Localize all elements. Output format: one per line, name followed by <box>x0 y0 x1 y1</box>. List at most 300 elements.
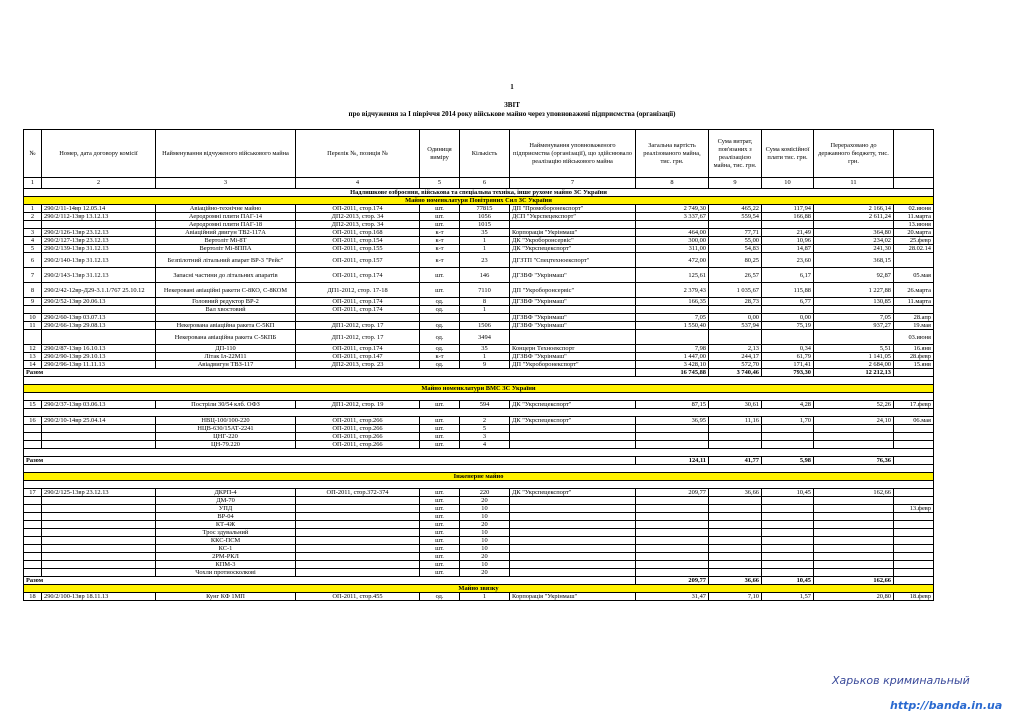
table-cell: 290/2/139-13вр 31.12.13 <box>42 245 156 253</box>
table-cell: 6,77 <box>762 298 814 306</box>
table-cell: 2 166,14 <box>814 205 894 213</box>
column-number <box>894 178 934 189</box>
table-cell: од. <box>420 322 460 330</box>
table-cell: 19.мая <box>894 322 934 330</box>
table-cell: 20 <box>460 553 510 561</box>
table-cell: ОП-2011, стор.147 <box>296 353 420 361</box>
table-cell <box>636 553 709 561</box>
table-cell: 52,26 <box>814 401 894 409</box>
table-cell: 31,47 <box>636 593 709 601</box>
table-cell <box>460 314 510 322</box>
table-cell: 13.июня <box>894 221 934 229</box>
column-number: 4 <box>296 178 420 189</box>
blank-cell <box>24 409 934 417</box>
table-cell <box>42 425 156 433</box>
report-subtitle: про відчуження за I півріччя 2014 року військове майно через уповноважені підприємства (організації) <box>348 110 676 118</box>
blank-cell <box>24 377 934 385</box>
table-cell: ОП-2011, стор.155 <box>296 245 420 253</box>
table-cell <box>762 330 814 345</box>
table-cell: 290/2/100-13вр 18.11.13 <box>42 593 156 601</box>
table-cell: 162,66 <box>814 489 894 497</box>
table-cell <box>42 505 156 513</box>
header-row <box>24 130 934 178</box>
table-cell <box>296 537 420 545</box>
table-row <box>24 457 934 465</box>
table-cell: 311,00 <box>636 245 709 253</box>
table-cell <box>24 513 42 521</box>
table-cell: 2 749,30 <box>636 205 709 213</box>
table-cell: 0,00 <box>709 314 762 322</box>
table-cell <box>510 537 636 545</box>
table-cell: 125,61 <box>636 268 709 283</box>
table-cell: 6,17 <box>762 268 814 283</box>
table-cell: шт. <box>420 441 460 449</box>
table-cell: ОП-2011, стор.174 <box>296 268 420 283</box>
table-cell: 572,70 <box>709 361 762 369</box>
table-cell: шт. <box>420 497 460 505</box>
table-cell: 8 <box>460 298 510 306</box>
table-cell <box>709 425 762 433</box>
table-cell <box>762 553 814 561</box>
table-cell: ОП-2011, стор.266 <box>296 425 420 433</box>
table-cell: Корпорація "Укрінмаш" <box>510 229 636 237</box>
table-cell <box>814 441 894 449</box>
table-row <box>24 361 934 369</box>
table-cell: 18.февр <box>894 593 934 601</box>
table-cell: ОП-2011, стор.174 <box>296 298 420 306</box>
table-cell: 54,83 <box>709 245 762 253</box>
table-cell: 03.июня <box>894 330 934 345</box>
table-cell <box>24 221 42 229</box>
table-cell: 7 <box>24 268 42 283</box>
column-header: Номер, дата договору комісії <box>42 130 156 178</box>
table-cell: од. <box>420 361 460 369</box>
table-cell: 937,27 <box>814 322 894 330</box>
table-row <box>24 385 934 393</box>
table-cell <box>762 441 814 449</box>
total-label: Разом <box>24 369 636 377</box>
table-cell <box>42 441 156 449</box>
table-cell: Запасні частини до літальних апаратів <box>156 268 296 283</box>
table-cell: 290/2/52-13вр 20.06.13 <box>42 298 156 306</box>
section-title: Майно номенклатури ВМС ЗС України <box>24 385 934 393</box>
table-cell <box>636 425 709 433</box>
table-cell: 1,70 <box>762 417 814 425</box>
table-cell: ОП-2011, стор.157 <box>296 253 420 268</box>
report-heading: ЗВІТ <box>504 101 520 109</box>
table-cell: 209,77 <box>636 489 709 497</box>
table-cell <box>636 545 709 553</box>
table-cell <box>296 545 420 553</box>
column-number: 11 <box>814 178 894 189</box>
table-cell <box>636 561 709 569</box>
table-cell: 290/2/37-13вр 03.06.13 <box>42 401 156 409</box>
table-cell: 23 <box>460 253 510 268</box>
blank-cell <box>24 393 934 401</box>
table-cell <box>24 545 42 553</box>
table-cell: КС-1 <box>156 545 296 553</box>
table-cell: 11,16 <box>709 417 762 425</box>
table-cell <box>762 221 814 229</box>
total-value: 16 745,88 <box>636 369 709 377</box>
table-cell: шт. <box>420 569 460 577</box>
table-cell: 1 035,67 <box>709 283 762 298</box>
table-cell <box>762 497 814 505</box>
table-cell: ДП1-2012, стор. 17-18 <box>296 283 420 298</box>
column-header: Перелік №, позиція № <box>296 130 420 178</box>
table-cell: 80,25 <box>709 253 762 268</box>
table-cell: Некерована авіаційна ракета С-5КПБ <box>156 330 296 345</box>
table-cell: к-т <box>420 245 460 253</box>
table-cell <box>894 553 934 561</box>
table-cell: 21,49 <box>762 229 814 237</box>
table-cell <box>510 569 636 577</box>
table-row <box>24 545 934 553</box>
table-cell <box>762 306 814 314</box>
table-cell: к-т <box>420 353 460 361</box>
total-value: 76,36 <box>814 457 894 465</box>
table-cell: 1 447,00 <box>636 353 709 361</box>
table-cell <box>894 433 934 441</box>
table-cell <box>636 529 709 537</box>
table-cell <box>894 489 934 497</box>
table-cell <box>894 513 934 521</box>
total-value: 3 740,46 <box>709 369 762 377</box>
table-row <box>24 473 934 481</box>
table-row <box>24 330 934 345</box>
table-cell <box>636 505 709 513</box>
table-cell: 24,10 <box>814 417 894 425</box>
table-cell: 290/2/87-13вр 16.10.13 <box>42 345 156 353</box>
table-cell: ДП "Укроборонсервіс" <box>510 283 636 298</box>
table-cell <box>510 521 636 529</box>
table-cell: 2 684,00 <box>814 361 894 369</box>
table-row <box>24 569 934 577</box>
table-cell: 05.мая <box>894 268 934 283</box>
table-cell <box>296 561 420 569</box>
table-row <box>24 497 934 505</box>
table-row <box>24 577 934 585</box>
table-cell <box>894 425 934 433</box>
table-row <box>24 253 934 268</box>
table-cell <box>814 553 894 561</box>
table-cell: шт. <box>420 521 460 529</box>
table-cell: Авіадвигун ТВЗ-117 <box>156 361 296 369</box>
table-cell <box>894 497 934 505</box>
table-cell: 290/2/10-14вр 25.04.14 <box>42 417 156 425</box>
table-row <box>24 314 934 322</box>
table-cell: УПД <box>156 505 296 513</box>
table-cell <box>42 513 156 521</box>
table-cell <box>510 221 636 229</box>
table-cell <box>24 553 42 561</box>
table-row <box>24 521 934 529</box>
table-cell: ОП-2011, стор.174 <box>296 306 420 314</box>
table-cell <box>296 505 420 513</box>
table-cell <box>814 433 894 441</box>
table-row <box>24 489 934 497</box>
table-cell: шт. <box>420 401 460 409</box>
table-cell <box>894 306 934 314</box>
table-cell <box>814 330 894 345</box>
table-cell: ДГЗВФ "Укрінмаш" <box>510 322 636 330</box>
table-cell: 75,19 <box>762 322 814 330</box>
table-cell: 36,66 <box>709 489 762 497</box>
column-number: 7 <box>510 178 636 189</box>
table-row <box>24 377 934 385</box>
total-empty <box>894 577 934 585</box>
table-cell <box>894 253 934 268</box>
table-cell: 146 <box>460 268 510 283</box>
table-row <box>24 401 934 409</box>
table-cell <box>814 221 894 229</box>
total-value: 124,11 <box>636 457 709 465</box>
table-cell: 17 <box>24 489 42 497</box>
table-cell: шт. <box>420 283 460 298</box>
table-cell: Некеровані авіаційні ракети С-8КО, С-8КОМ <box>156 283 296 298</box>
table-cell: 26.марта <box>894 283 934 298</box>
table-cell: ДК "Укроборонсервіс" <box>510 237 636 245</box>
table-row <box>24 283 934 298</box>
table-row <box>24 513 934 521</box>
table-row <box>24 537 934 545</box>
table-row <box>24 306 934 314</box>
table-cell: Вертоліт Мі-8ППА <box>156 245 296 253</box>
table-row <box>24 213 934 221</box>
table-cell: ДП2-2013, стор. 23 <box>296 361 420 369</box>
table-header <box>24 130 934 189</box>
table-cell <box>296 529 420 537</box>
table-cell: 10 <box>460 561 510 569</box>
table-cell <box>420 314 460 322</box>
table-cell: 30,61 <box>709 401 762 409</box>
section-title: Надлишкове озброєння, військова та спеціальна техніка, інше рухоме майно ЗС України <box>24 189 934 197</box>
table-cell: Корпорація "Укрінмаш" <box>510 593 636 601</box>
table-cell: 11.марта <box>894 298 934 306</box>
table-cell: Авіаційний двигун ТВ2-117А <box>156 229 296 237</box>
table-cell: 36,95 <box>636 417 709 425</box>
table-cell <box>709 521 762 529</box>
table-cell: 10 <box>24 314 42 322</box>
section-title: Майно номенклатури Повітряних Сил ЗС України <box>24 197 934 205</box>
table-cell: шт. <box>420 433 460 441</box>
table-cell: 1 <box>460 593 510 601</box>
table-cell: шт. <box>420 268 460 283</box>
table-cell: 5 <box>24 245 42 253</box>
table-cell: 5,51 <box>814 345 894 353</box>
table-cell: 23,60 <box>762 253 814 268</box>
table-cell: ОП-2011, стор.174 <box>296 205 420 213</box>
table-cell: ДП1-2012, стор. 17 <box>296 330 420 345</box>
table-cell: од. <box>420 298 460 306</box>
table-cell: 2РМ-РКЛ <box>156 553 296 561</box>
table-cell: ДП-110 <box>156 345 296 353</box>
table-cell: 92,87 <box>814 268 894 283</box>
table-cell: Вертоліт Мі-8Т <box>156 237 296 245</box>
table-cell <box>24 569 42 577</box>
table-cell: шт. <box>420 561 460 569</box>
table-row <box>24 229 934 237</box>
table-cell: ОП-2011, стор.266 <box>296 417 420 425</box>
table-cell: 28.февр <box>894 353 934 361</box>
table-cell: 25.февр <box>894 237 934 245</box>
table-cell: 2 <box>24 213 42 221</box>
table-cell: 11.марта <box>894 213 934 221</box>
report-table <box>23 129 934 601</box>
table-cell: 130,85 <box>814 298 894 306</box>
table-cell: ОП-2011, стор.168 <box>296 229 420 237</box>
table-cell: 464,00 <box>636 229 709 237</box>
table-cell: ВР-04 <box>156 513 296 521</box>
table-row <box>24 205 934 213</box>
table-cell: 3 <box>24 229 42 237</box>
table-cell: ЦН-79.220 <box>156 441 296 449</box>
table-cell: 559,54 <box>709 213 762 221</box>
table-cell: 220 <box>460 489 510 497</box>
table-cell <box>636 513 709 521</box>
table-cell: ДСП "Укрспецекспорт" <box>510 213 636 221</box>
table-cell: ДК "Укрспецекспорт" <box>510 417 636 425</box>
table-cell: 15 <box>24 401 42 409</box>
table-cell: ДП1-2012, стор. 19 <box>296 401 420 409</box>
table-cell: шт. <box>420 553 460 561</box>
table-cell <box>510 441 636 449</box>
table-cell: НВЦ-100/100-220 <box>156 417 296 425</box>
total-value: 10,45 <box>762 577 814 585</box>
table-cell <box>636 569 709 577</box>
table-cell: од. <box>420 330 460 345</box>
section-title: Інженерне майно <box>24 473 934 481</box>
watermark-url: http://banda.in.ua <box>890 699 1003 712</box>
table-cell: 9 <box>24 298 42 306</box>
table-cell: ДК "Укрспецекспорт" <box>510 401 636 409</box>
table-cell: 10,45 <box>762 489 814 497</box>
table-cell: 2,13 <box>709 345 762 353</box>
table-cell <box>296 521 420 529</box>
table-cell: 1506 <box>460 322 510 330</box>
table-cell: од. <box>420 345 460 353</box>
table-row <box>24 369 934 377</box>
table-cell <box>510 529 636 537</box>
table-cell: 1015 <box>460 221 510 229</box>
column-header: Загальна вартість реалізованого майна, тис. грн. <box>636 130 709 178</box>
table-cell: ЦНГ-220 <box>156 433 296 441</box>
table-cell <box>296 513 420 521</box>
table-cell: 18 <box>24 593 42 601</box>
table-cell: Літак Іл-22М11 <box>156 353 296 361</box>
table-cell <box>709 537 762 545</box>
table-cell: ДГЗВФ "Укрінмаш" <box>510 268 636 283</box>
table-cell: 594 <box>460 401 510 409</box>
total-value: 36,66 <box>709 577 762 585</box>
table-cell: КТ-4Ж <box>156 521 296 529</box>
table-cell <box>814 561 894 569</box>
table-cell <box>24 433 42 441</box>
table-cell: 20 <box>460 569 510 577</box>
table-cell <box>42 521 156 529</box>
table-cell <box>156 314 296 322</box>
table-cell: 35 <box>460 345 510 353</box>
table-cell: 20 <box>460 521 510 529</box>
table-cell: 1 550,40 <box>636 322 709 330</box>
table-cell: ДК "Укрспецекспорт" <box>510 245 636 253</box>
table-cell: 7,10 <box>709 593 762 601</box>
table-cell: 3 337,67 <box>636 213 709 221</box>
table-row <box>24 189 934 197</box>
table-row <box>24 345 934 353</box>
table-cell <box>709 433 762 441</box>
table-cell <box>709 306 762 314</box>
column-header: Сума комісійної плати тис. грн. <box>762 130 814 178</box>
table-cell <box>762 537 814 545</box>
total-value: 41,77 <box>709 457 762 465</box>
table-cell: 368,15 <box>814 253 894 268</box>
table-row <box>24 245 934 253</box>
table-cell: 28.апр <box>894 314 934 322</box>
column-number: 5 <box>420 178 460 189</box>
table-cell: шт. <box>420 205 460 213</box>
column-number: 6 <box>460 178 510 189</box>
table-cell: шт. <box>420 529 460 537</box>
table-cell <box>814 513 894 521</box>
table-cell <box>762 433 814 441</box>
table-cell <box>24 425 42 433</box>
table-cell: 7,05 <box>814 314 894 322</box>
table-cell: 1 141,05 <box>814 353 894 361</box>
table-row <box>24 393 934 401</box>
table-cell: 290/2/90-13вр 29.10.13 <box>42 353 156 361</box>
table-cell <box>42 221 156 229</box>
table-cell <box>24 537 42 545</box>
table-cell <box>24 521 42 529</box>
table-cell: 28,73 <box>709 298 762 306</box>
table-cell: 1 227,88 <box>814 283 894 298</box>
table-row <box>24 465 934 473</box>
table-cell: 3494 <box>460 330 510 345</box>
column-number: 1 <box>24 178 42 189</box>
table-cell <box>296 314 420 322</box>
table-cell: 26,57 <box>709 268 762 283</box>
table-cell <box>709 330 762 345</box>
table-cell: шт. <box>420 513 460 521</box>
table-row <box>24 237 934 245</box>
table-cell <box>510 330 636 345</box>
table-cell: 1,57 <box>762 593 814 601</box>
report-title <box>0 101 1024 119</box>
blank-cell <box>24 465 934 473</box>
table-cell <box>42 433 156 441</box>
table-cell: ОП-2011, стор.372-374 <box>296 489 420 497</box>
table-cell <box>814 537 894 545</box>
table-cell <box>24 330 42 345</box>
table-cell <box>894 529 934 537</box>
table-cell <box>636 306 709 314</box>
table-cell <box>296 553 420 561</box>
table-cell <box>894 441 934 449</box>
table-cell: 61,79 <box>762 353 814 361</box>
table-cell: ОП-2011, стор.455 <box>296 593 420 601</box>
table-cell <box>709 529 762 537</box>
column-header: Кількість <box>460 130 510 178</box>
table-cell: 1 <box>460 237 510 245</box>
table-cell: Чохли протиосколкові <box>156 569 296 577</box>
table-cell: 17.февр <box>894 401 934 409</box>
table-cell: к-т <box>420 229 460 237</box>
table-cell <box>709 497 762 505</box>
table-cell: 300,00 <box>636 237 709 245</box>
table-cell <box>510 545 636 553</box>
total-value: 162,66 <box>814 577 894 585</box>
